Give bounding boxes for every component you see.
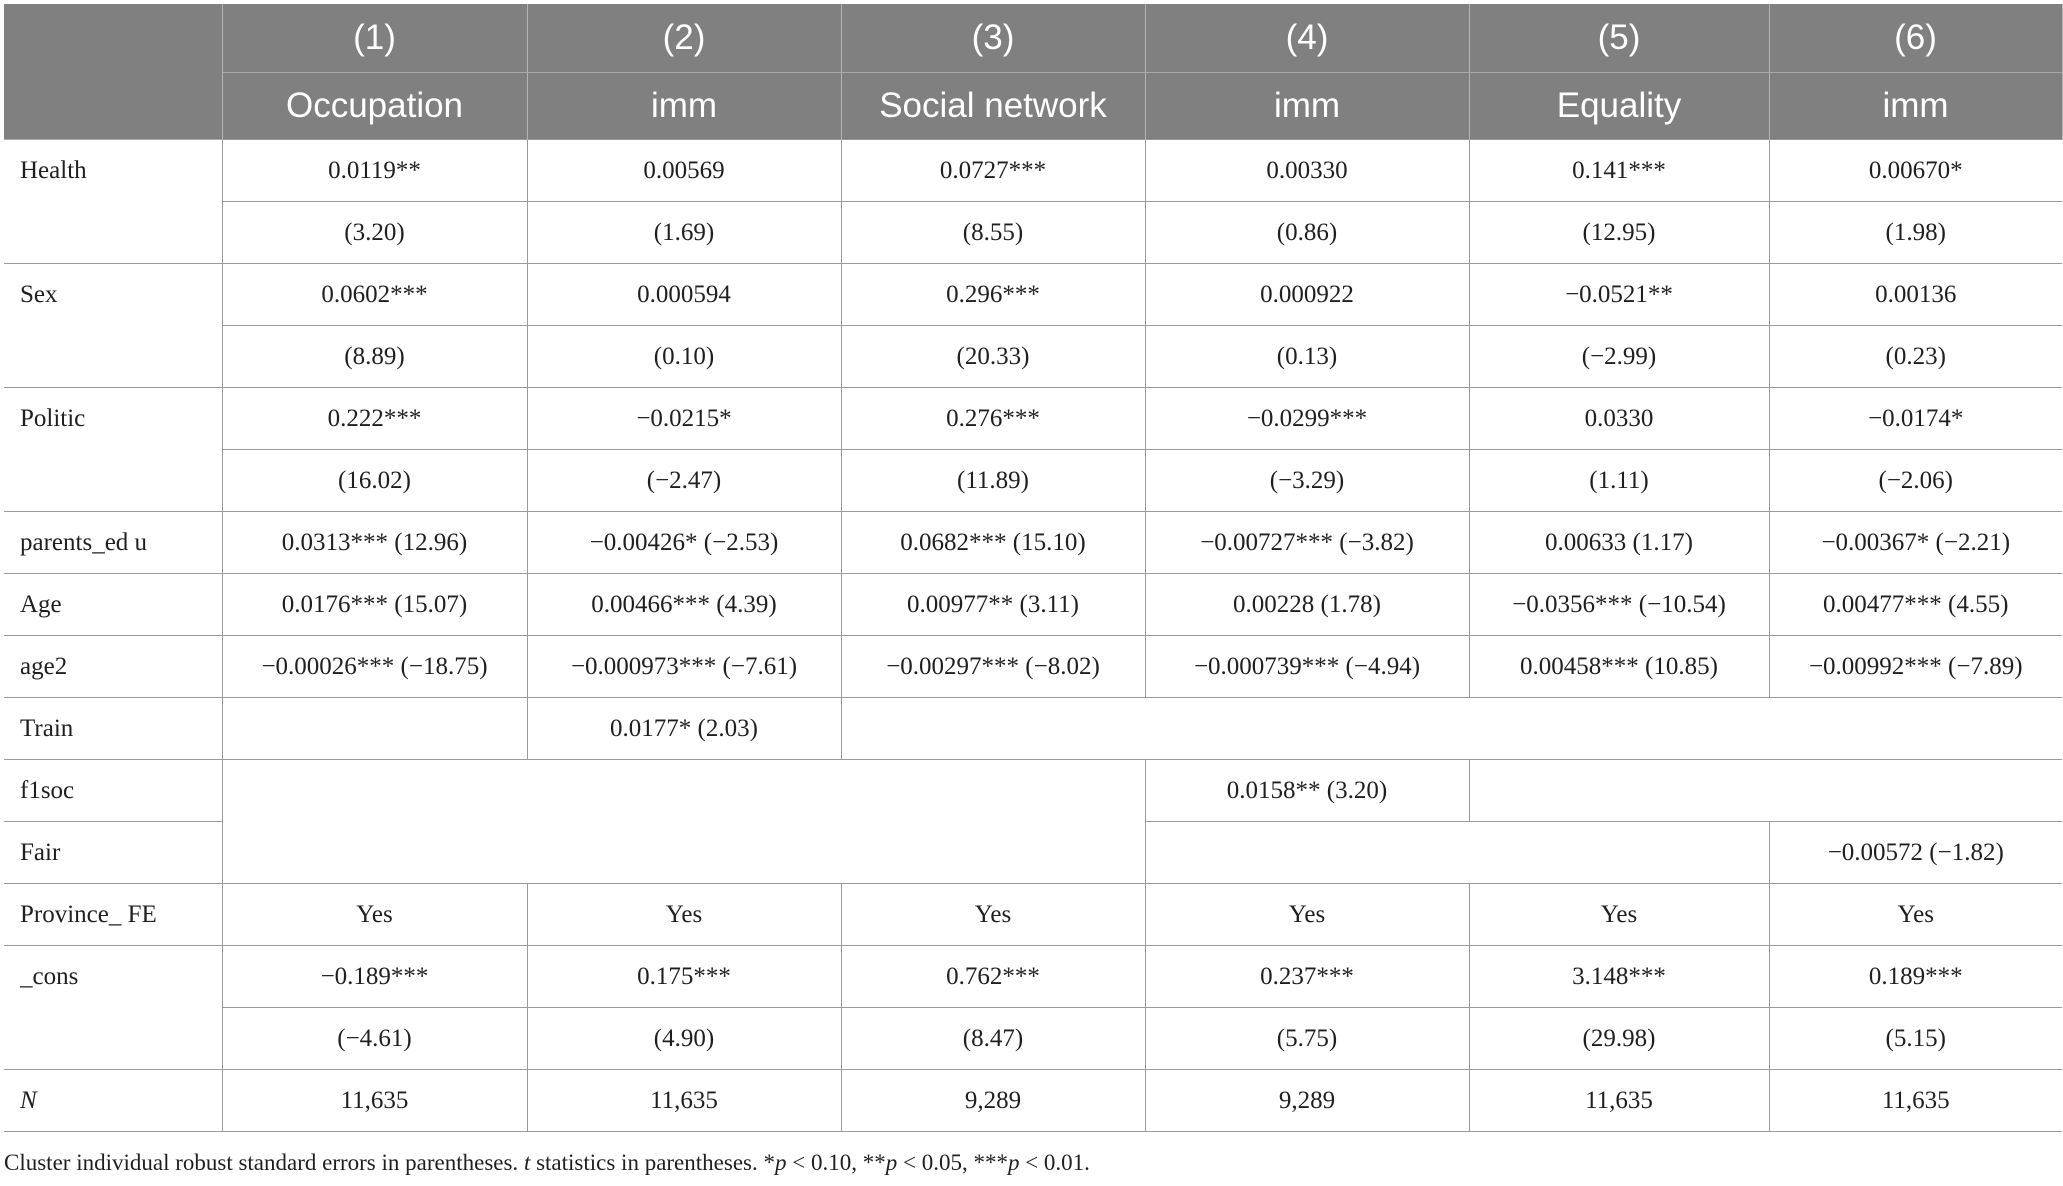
- table-cell: (0.10): [527, 326, 841, 388]
- table-cell: −0.0356*** (−10.54): [1469, 574, 1769, 636]
- table-cell: 9,289: [841, 1070, 1145, 1132]
- table-cell: 0.00228 (1.78): [1145, 574, 1469, 636]
- table-cell: (0.23): [1769, 326, 2062, 388]
- table-row-cons-t: [4, 1008, 2062, 1070]
- table-cell: (11.89): [841, 450, 1145, 512]
- table-cell: 0.00136: [1769, 264, 2062, 326]
- table-cell: 0.00466*** (4.39): [527, 574, 841, 636]
- column-number: (5): [1469, 4, 1769, 73]
- table-cell: 0.0602***: [222, 264, 527, 326]
- table-cell: 0.000922: [1145, 264, 1469, 326]
- row-label-health: Health: [4, 140, 222, 264]
- regression-table: [4, 4, 2063, 1132]
- table-row-n: [4, 1070, 2062, 1132]
- table-cell: 0.00670*: [1769, 140, 2062, 202]
- table-cell: 0.000594: [527, 264, 841, 326]
- row-label-fair: Fair: [4, 822, 222, 884]
- table-cell: 0.0119**: [222, 140, 527, 202]
- table-cell: (1.11): [1469, 450, 1769, 512]
- column-number: (2): [527, 4, 841, 73]
- table-cell: (5.75): [1145, 1008, 1469, 1070]
- table-cell: (16.02): [222, 450, 527, 512]
- table-row-politic-t: [4, 450, 2062, 512]
- table-cell: (8.47): [841, 1008, 1145, 1070]
- regression-table-container: [4, 4, 2062, 1132]
- table-cell: −0.00026*** (−18.75): [222, 636, 527, 698]
- table-cell: −0.00727*** (−3.82): [1145, 512, 1469, 574]
- table-cell: 9,289: [1145, 1070, 1469, 1132]
- footnote-text: < 0.10, **: [786, 1150, 886, 1175]
- table-row-cons-coef: [4, 946, 2062, 1008]
- table-cell: 0.237***: [1145, 946, 1469, 1008]
- column-name: Occupation: [222, 73, 527, 140]
- table-cell: (0.86): [1145, 202, 1469, 264]
- table-cell: 0.00977** (3.11): [841, 574, 1145, 636]
- table-cell: (−3.29): [1145, 450, 1469, 512]
- column-name: imm: [527, 73, 841, 140]
- row-label-age2: age2: [4, 636, 222, 698]
- table-cell: 0.0682*** (15.10): [841, 512, 1145, 574]
- row-label-sex: Sex: [4, 264, 222, 388]
- table-cell: −0.189***: [222, 946, 527, 1008]
- table-header: [4, 4, 2062, 140]
- footnote-t-symbol: t: [523, 1150, 531, 1175]
- row-label-parents-edu: parents_ed u: [4, 512, 222, 574]
- table-cell: −0.00426* (−2.53): [527, 512, 841, 574]
- table-cell: −0.000739*** (−4.94): [1145, 636, 1469, 698]
- table-cell: Yes: [1145, 884, 1469, 946]
- table-cell: 11,635: [1769, 1070, 2062, 1132]
- table-cell: −0.0215*: [527, 388, 841, 450]
- table-cell: 0.189***: [1769, 946, 2062, 1008]
- table-row-politic-coef: [4, 388, 2062, 450]
- table-cell: Yes: [222, 884, 527, 946]
- table-cell: (12.95): [1469, 202, 1769, 264]
- table-cell: 0.00330: [1145, 140, 1469, 202]
- row-label-f1soc: f1soc: [4, 760, 222, 822]
- table-cell: −0.00572 (−1.82): [1769, 822, 2062, 884]
- table-row-age: [4, 574, 2062, 636]
- table-cell: 0.0727***: [841, 140, 1145, 202]
- table-cell: 0.0313*** (12.96): [222, 512, 527, 574]
- column-name: Social network: [841, 73, 1145, 140]
- table-cell: 0.00633 (1.17): [1469, 512, 1769, 574]
- table-cell: 11,635: [222, 1070, 527, 1132]
- table-cell: −0.0299***: [1145, 388, 1469, 450]
- table-row-health-coef: [4, 140, 2062, 202]
- table-cell: 0.222***: [222, 388, 527, 450]
- table-cell: (5.15): [1769, 1008, 2062, 1070]
- footnote-p-symbol: p: [1007, 1150, 1020, 1175]
- table-cell: 11,635: [1469, 1070, 1769, 1132]
- table-cell-empty: [1145, 822, 1769, 884]
- table-cell: 0.0330: [1469, 388, 1769, 450]
- column-number: (3): [841, 4, 1145, 73]
- table-row-province-fe: [4, 884, 2062, 946]
- table-cell: 0.00477*** (4.55): [1769, 574, 2062, 636]
- table-cell: (4.90): [527, 1008, 841, 1070]
- table-cell: −0.000973*** (−7.61): [527, 636, 841, 698]
- column-number: (1): [222, 4, 527, 73]
- table-cell-empty: [222, 698, 527, 760]
- table-row-age2: [4, 636, 2062, 698]
- table-cell: 0.296***: [841, 264, 1145, 326]
- table-cell: (20.33): [841, 326, 1145, 388]
- column-number: (6): [1769, 4, 2062, 73]
- table-cell: (29.98): [1469, 1008, 1769, 1070]
- table-cell-empty: [841, 698, 2062, 760]
- column-name: imm: [1145, 73, 1469, 140]
- table-cell: 3.148***: [1469, 946, 1769, 1008]
- table-cell: 0.00458*** (10.85): [1469, 636, 1769, 698]
- footnote-p-symbol: p: [885, 1150, 898, 1175]
- table-footnote: [4, 1150, 1090, 1176]
- table-row-health-t: [4, 202, 2062, 264]
- table-cell-empty: [222, 760, 1145, 884]
- table-cell: 0.762***: [841, 946, 1145, 1008]
- header-row-numbers: [4, 4, 2062, 73]
- table-cell: Yes: [527, 884, 841, 946]
- table-cell: −0.0174*: [1769, 388, 2062, 450]
- footnote-text: < 0.01.: [1019, 1150, 1090, 1175]
- row-label-age: Age: [4, 574, 222, 636]
- table-row-sex-t: [4, 326, 2062, 388]
- table-cell: Yes: [1769, 884, 2062, 946]
- row-label-train: Train: [4, 698, 222, 760]
- row-label-politic: Politic: [4, 388, 222, 512]
- table-cell: 0.0177* (2.03): [527, 698, 841, 760]
- table-cell: (3.20): [222, 202, 527, 264]
- table-cell: (−2.47): [527, 450, 841, 512]
- table-cell: (8.55): [841, 202, 1145, 264]
- table-body: [4, 140, 2062, 1132]
- column-number: (4): [1145, 4, 1469, 73]
- header-row-names: [4, 73, 2062, 140]
- table-cell: (−4.61): [222, 1008, 527, 1070]
- column-name: Equality: [1469, 73, 1769, 140]
- footnote-p-symbol: p: [774, 1150, 787, 1175]
- footnote-text: < 0.05, ***: [897, 1150, 1008, 1175]
- table-cell: 11,635: [527, 1070, 841, 1132]
- table-row-parents-edu: [4, 512, 2062, 574]
- table-row-sex-coef: [4, 264, 2062, 326]
- row-label-province-fe: Province_ FE: [4, 884, 222, 946]
- table-cell: −0.00367* (−2.21): [1769, 512, 2062, 574]
- table-cell: 0.175***: [527, 946, 841, 1008]
- table-row-train: [4, 698, 2062, 760]
- table-cell: 0.276***: [841, 388, 1145, 450]
- table-cell: (0.13): [1145, 326, 1469, 388]
- table-cell: 0.00569: [527, 140, 841, 202]
- row-label-cons: _cons: [4, 946, 222, 1070]
- row-label-n: N: [4, 1070, 222, 1132]
- table-cell: (−2.99): [1469, 326, 1769, 388]
- table-cell-empty: [1469, 760, 2062, 822]
- table-cell: (1.69): [527, 202, 841, 264]
- table-cell: (1.98): [1769, 202, 2062, 264]
- table-row-f1soc: [4, 760, 2062, 822]
- table-cell: Yes: [841, 884, 1145, 946]
- table-cell: (8.89): [222, 326, 527, 388]
- table-cell: −0.00992*** (−7.89): [1769, 636, 2062, 698]
- table-cell: −0.0521**: [1469, 264, 1769, 326]
- table-cell: 0.0176*** (15.07): [222, 574, 527, 636]
- table-cell: 0.0158** (3.20): [1145, 760, 1469, 822]
- table-cell: 0.141***: [1469, 140, 1769, 202]
- header-corner: [4, 4, 222, 140]
- footnote-text: Cluster individual robust standard errors in parentheses.: [4, 1150, 524, 1175]
- column-name: imm: [1769, 73, 2062, 140]
- table-cell: Yes: [1469, 884, 1769, 946]
- table-cell: (−2.06): [1769, 450, 2062, 512]
- table-cell: −0.00297*** (−8.02): [841, 636, 1145, 698]
- footnote-text: statistics in parentheses. *: [530, 1150, 775, 1175]
